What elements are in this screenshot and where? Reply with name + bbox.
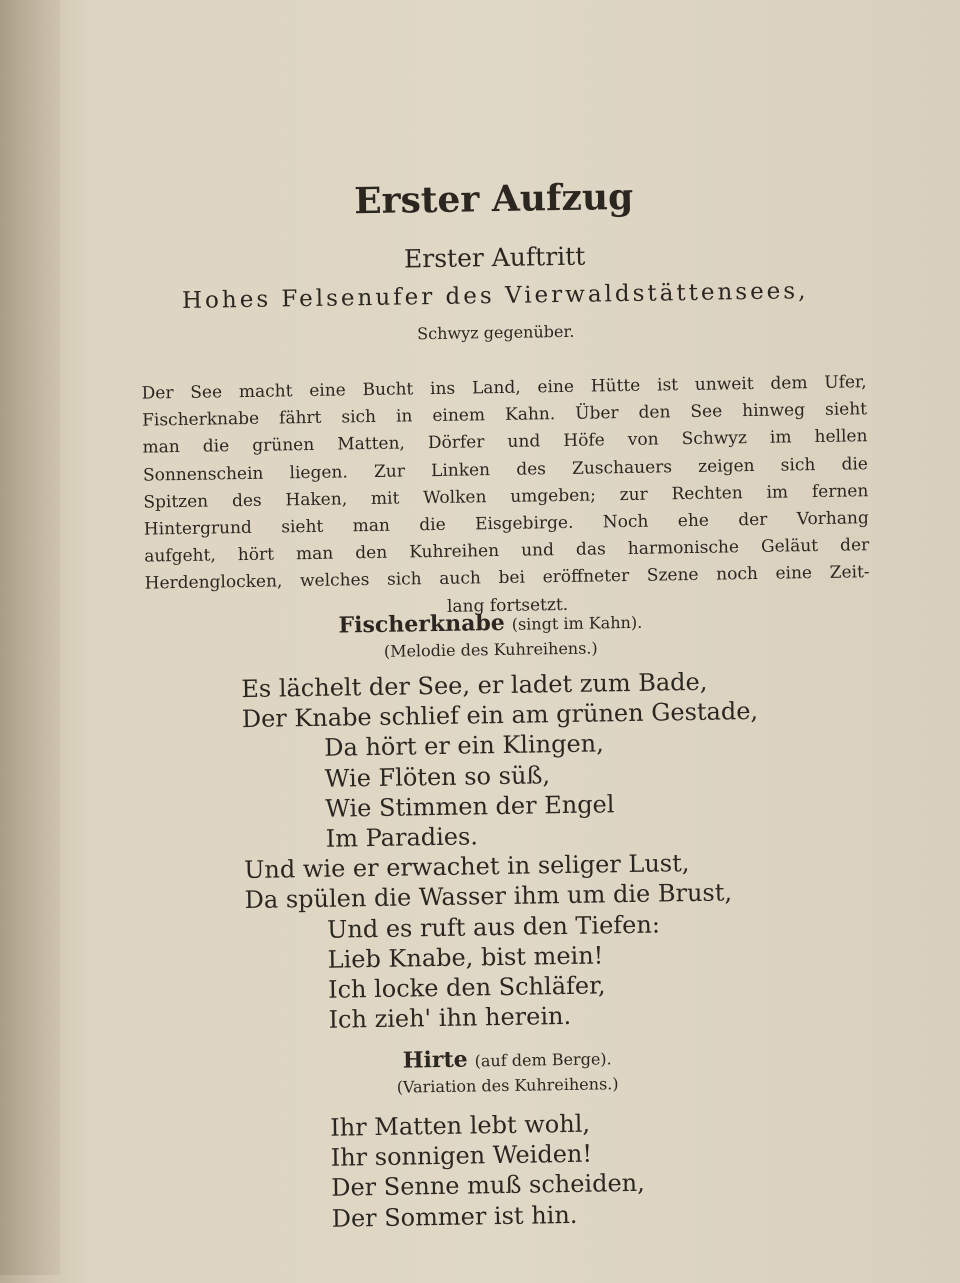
verse-line: Da hört er ein Klingen, (324, 729, 604, 763)
verse-line: Und es ruft aus den Tiefen: (326, 910, 661, 944)
stage-direction-line: Herdenglocken, welches sich auch bei eröffneter Szene noch eine Zeit- (144, 562, 870, 594)
stage-direction-line: Fischerknabe fährt sich in einem Kahn. Über den See hinweg sieht (141, 399, 868, 431)
stage-direction-line: Der See macht eine Bucht ins Land, eine Hütte ist unweit dem Ufer, (141, 372, 867, 404)
song-verse-2 (330, 1108, 645, 1234)
scene-title: Erster Auftritt (403, 241, 586, 274)
stage-direction-line: Hintergrund sieht man die Eisgebirge. Noch ehe der Vorhang (143, 508, 869, 540)
song-verse-1 (241, 666, 763, 1037)
location-heading: Hohes Felsenufer des Vierwaldstättensees, (181, 278, 809, 314)
verse-line: Der Senne muß scheiden, (330, 1169, 645, 1203)
melody-note: (Variation des Kuhreihens.) (396, 1074, 619, 1097)
verse-line: Und wie er erwachet in seliger Lust, (243, 849, 690, 885)
verse-line: Wie Flöten so süß, (324, 760, 551, 793)
melody-note: (Melodie des Kuhreihens.) (383, 638, 598, 661)
verse-line: Der Sommer ist hin. (331, 1200, 578, 1233)
speaker-direction: (singt im Kahn). (511, 612, 643, 634)
verse-line: Wie Stimmen der Engel (325, 790, 615, 823)
stage-direction-line: man die grünen Matten, Dörfer und Höfe von Schwyz im hellen (142, 426, 868, 459)
stage-direction-line: aufgeht, hört man den Kuhreihen und das harmonische Geläut der (144, 535, 870, 567)
stage-direction-line: Spitzen des Haken, mit Wolken umgeben; zur Rechten im fernen (143, 481, 869, 513)
verse-line: Im Paradies. (325, 822, 479, 853)
location-continued: Schwyz gegenüber. (417, 321, 575, 344)
speaker-direction: (auf dem Berge). (474, 1049, 612, 1071)
verse-line: Es lächelt der See, er ladet zum Bade, (241, 667, 708, 704)
act-title: Erster Aufzug (353, 175, 634, 223)
verse-line: Ich zieh' ihn herein. (328, 1002, 572, 1034)
verse-line: Ihr Matten lebt wohl, (330, 1109, 591, 1142)
stage-direction (142, 369, 871, 625)
verse-line: Der Knabe schlief ein am grünen Gestade, (241, 697, 759, 734)
verse-line: Ich locke den Schläfer, (327, 971, 606, 1004)
verse-line: Lieb Knabe, bist mein! (327, 941, 604, 974)
verse-line: Ihr sonnigen Weiden! (330, 1139, 593, 1172)
speaker-name: Fischerknabe (338, 609, 505, 639)
stage-direction-line: Sonnenschein liegen. Zur Linken des Zuschauers zeigen sich die (142, 453, 869, 486)
stage-direction-line: lang fortsetzt. (446, 594, 569, 617)
speaker-name: Hirte (402, 1046, 468, 1074)
verse-line: Da spülen die Wasser ihm um die Brust, (244, 878, 733, 915)
